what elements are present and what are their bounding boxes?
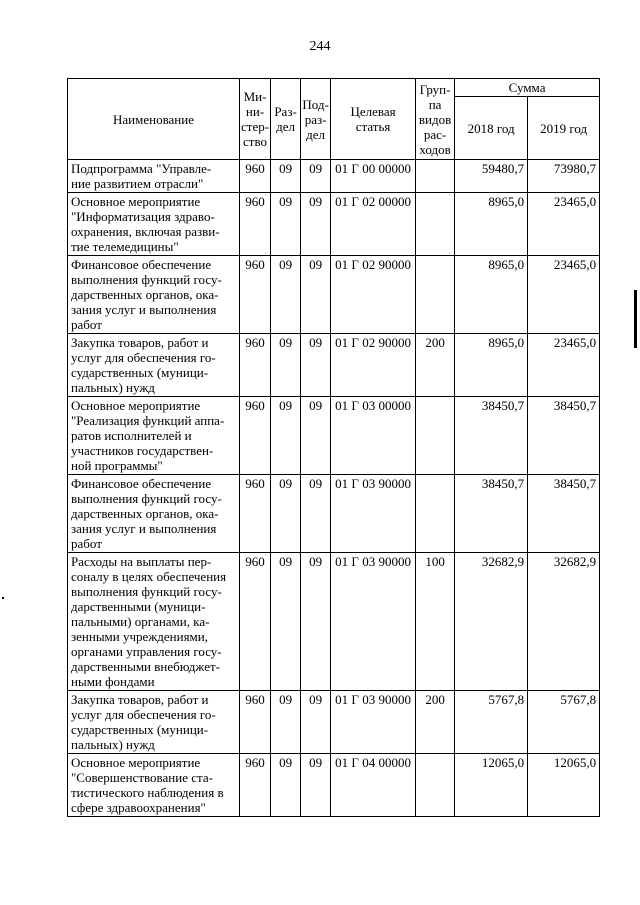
cell-expense-group: 200 [416, 334, 455, 397]
cell-sum-2018: 8965,0 [455, 193, 528, 256]
cell-ministry: 960 [240, 754, 271, 817]
cell-subsection: 09 [301, 334, 331, 397]
cell-target-article: 01 Г 03 90000 [331, 475, 416, 553]
cell-ministry: 960 [240, 553, 271, 691]
header-subsection: Под- раз- дел [301, 79, 331, 160]
cell-ministry: 960 [240, 691, 271, 754]
cell-sum-2019: 23465,0 [528, 256, 600, 334]
cell-sum-2018: 38450,7 [455, 475, 528, 553]
cell-expense-group: 100 [416, 553, 455, 691]
table-body [68, 160, 600, 817]
cell-target-article: 01 Г 00 00000 [331, 160, 416, 193]
cell-subsection: 09 [301, 256, 331, 334]
header-year-2019: 2019 год [528, 97, 600, 160]
cell-target-article: 01 Г 02 90000 [331, 256, 416, 334]
cell-sum-2019: 38450,7 [528, 397, 600, 475]
cell-sum-2018: 12065,0 [455, 754, 528, 817]
cell-ministry: 960 [240, 160, 271, 193]
table-row [68, 334, 600, 397]
cell-subsection: 09 [301, 160, 331, 193]
table-row [68, 475, 600, 553]
header-name: Наименование [68, 79, 240, 160]
cell-sum-2018: 5767,8 [455, 691, 528, 754]
cell-sum-2019: 23465,0 [528, 193, 600, 256]
cell-name: Расходы на выплаты пер- соналу в целях обеспечения выполнения функций госу- дарственными (муници- пальными) органами, ка- зенными учреждениями, органами управления госу- дарственными внебюджет- ными фондами [68, 553, 240, 691]
cell-sum-2018: 38450,7 [455, 397, 528, 475]
cell-expense-group [416, 193, 455, 256]
cell-ministry: 960 [240, 193, 271, 256]
cell-sum-2019: 73980,7 [528, 160, 600, 193]
header-ministry: Ми- ни- стер- ство [240, 79, 271, 160]
cell-sum-2019: 23465,0 [528, 334, 600, 397]
cell-name: Основное мероприятие "Информатизация здраво- охранения, включая разви- тие телемедицины" [68, 193, 240, 256]
table-row [68, 553, 600, 691]
cell-name: Основное мероприятие "Реализация функций аппа- ратов исполнителей и участников государствен- ной программы" [68, 397, 240, 475]
cell-name: Закупка товаров, работ и услуг для обеспечения го- сударственных (муници- пальных) нужд [68, 334, 240, 397]
cell-ministry: 960 [240, 334, 271, 397]
cell-sum-2018: 59480,7 [455, 160, 528, 193]
cell-section: 09 [271, 553, 301, 691]
cell-target-article: 01 Г 02 90000 [331, 334, 416, 397]
cell-subsection: 09 [301, 691, 331, 754]
table-row [68, 754, 600, 817]
cell-section: 09 [271, 691, 301, 754]
header-sum: Сумма [455, 79, 600, 97]
cell-section: 09 [271, 256, 301, 334]
cell-sum-2018: 8965,0 [455, 334, 528, 397]
cell-target-article: 01 Г 02 00000 [331, 193, 416, 256]
table-row [68, 397, 600, 475]
cell-target-article: 01 Г 03 90000 [331, 553, 416, 691]
cell-subsection: 09 [301, 193, 331, 256]
cell-section: 09 [271, 334, 301, 397]
cell-sum-2019: 32682,9 [528, 553, 600, 691]
header-year-2018: 2018 год [455, 97, 528, 160]
cell-name: Закупка товаров, работ и услуг для обеспечения го- сударственных (муници- пальных) нужд [68, 691, 240, 754]
budget-table [67, 78, 600, 817]
cell-target-article: 01 Г 03 90000 [331, 691, 416, 754]
cell-section: 09 [271, 754, 301, 817]
cell-expense-group [416, 475, 455, 553]
header-section: Раз- дел [271, 79, 301, 160]
table-row [68, 691, 600, 754]
cell-name: Финансовое обеспечение выполнения функций госу- дарственных органов, ока- зания услуг и выполнения работ [68, 256, 240, 334]
table-row [68, 160, 600, 193]
margin-mark [634, 290, 637, 348]
cell-section: 09 [271, 160, 301, 193]
cell-expense-group [416, 256, 455, 334]
header-expense-group: Груп- па видов рас- ходов [416, 79, 455, 160]
cell-subsection: 09 [301, 475, 331, 553]
cell-name: Основное мероприятие "Совершенствование ста- тистического наблюдения в сфере здравоохранения" [68, 754, 240, 817]
table-header [68, 79, 600, 160]
cell-sum-2019: 38450,7 [528, 475, 600, 553]
cell-sum-2018: 8965,0 [455, 256, 528, 334]
page-number: 244 [309, 39, 331, 54]
cell-sum-2018: 32682,9 [455, 553, 528, 691]
cell-section: 09 [271, 397, 301, 475]
cell-subsection: 09 [301, 553, 331, 691]
cell-section: 09 [271, 193, 301, 256]
cell-name: Подпрограмма "Управле- ние развитием отрасли" [68, 160, 240, 193]
table-row [68, 193, 600, 256]
cell-ministry: 960 [240, 256, 271, 334]
header-target-article: Целевая статья [331, 79, 416, 160]
cell-expense-group [416, 754, 455, 817]
cell-sum-2019: 12065,0 [528, 754, 600, 817]
cell-ministry: 960 [240, 397, 271, 475]
cell-subsection: 09 [301, 754, 331, 817]
margin-dot [2, 597, 4, 599]
cell-expense-group [416, 397, 455, 475]
cell-expense-group: 200 [416, 691, 455, 754]
cell-section: 09 [271, 475, 301, 553]
cell-ministry: 960 [240, 475, 271, 553]
table-row [68, 256, 600, 334]
cell-expense-group [416, 160, 455, 193]
cell-subsection: 09 [301, 397, 331, 475]
cell-sum-2019: 5767,8 [528, 691, 600, 754]
cell-target-article: 01 Г 03 00000 [331, 397, 416, 475]
cell-target-article: 01 Г 04 00000 [331, 754, 416, 817]
cell-name: Финансовое обеспечение выполнения функций госу- дарственных органов, ока- зания услуг и выполнения работ [68, 475, 240, 553]
